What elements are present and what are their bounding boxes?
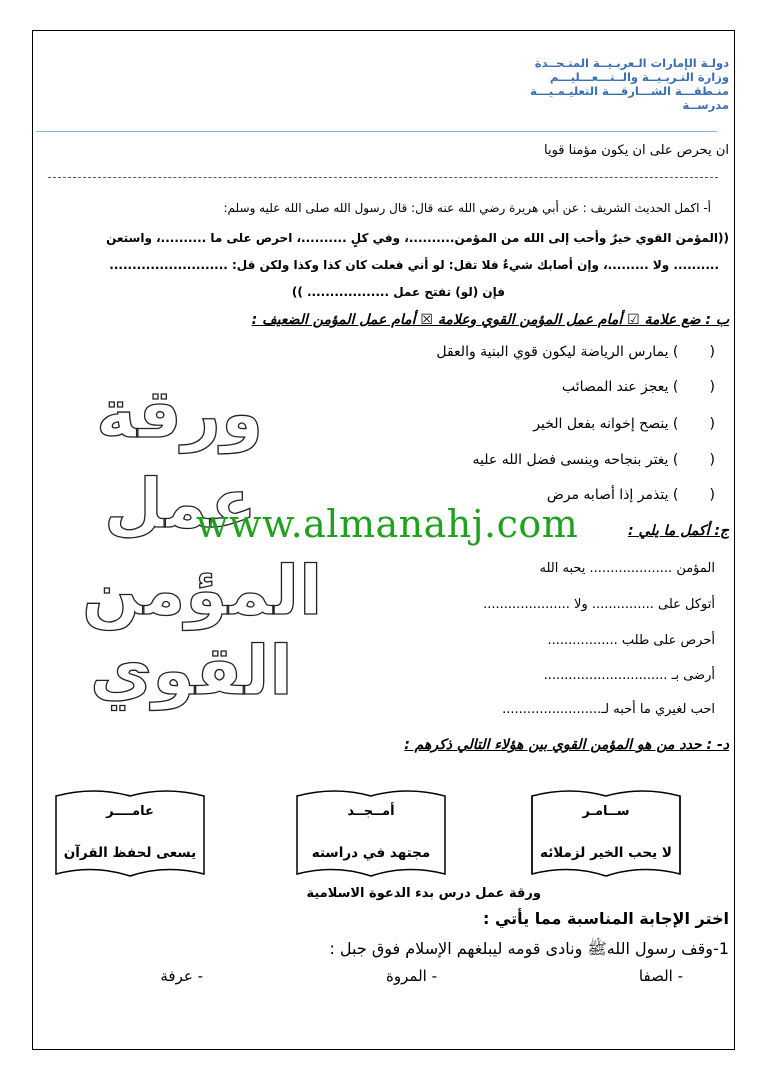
title-art-word-1: ورقة	[96, 375, 264, 454]
checkbox-item-3: ( ) ينصح إخوانه بفعل الخير	[533, 416, 715, 432]
complete-item-3: أحرص على طلب .................	[547, 633, 715, 648]
scroll-shape-icon	[50, 788, 210, 886]
person-name: عامــــر	[106, 804, 154, 819]
checkbox-item-2: ( ) يعجز عند المصائب	[561, 379, 715, 395]
hadith-line-1: ((المؤمن القوي خيرٌ وأحب إلى الله من المؤمن..........، وفي كلٍ ..........، احرص على ما ..........، واستعن	[106, 231, 729, 245]
lesson-objective: ان يحرص على ان يكون مؤمنا قويا	[543, 143, 729, 158]
title-art-word-4: القوي	[90, 632, 293, 711]
complete-item-4: أرضى بـ ..............................	[543, 668, 715, 683]
person-card-amer	[50, 788, 210, 886]
complete-item-2: أتوكل على ............... ولا .....................	[483, 597, 715, 612]
item-label: يغتر بنجاحه وينسى فضل الله عليه	[472, 452, 669, 468]
person-description: لا يحب الخير لزملائه	[540, 845, 672, 861]
second-sheet-title: ورقة عمل درس بدء الدعوة الاسلامية	[306, 886, 541, 901]
option-safa: - الصفا	[638, 967, 683, 985]
header-zone: منـطقـــة الشـــارقـــة التعليـمـيـــة	[530, 84, 729, 98]
person-description: يسعى لحفظ القرآن	[63, 845, 197, 861]
hadith-line-2: .......... ولا .........، وإن أصابك شيءٌ فلا تقل: لو أني فعلت كان كذا وكذا ولكن قل: ..........................	[109, 258, 719, 272]
section-d-heading: د- : حدد من هو المؤمن القوي بين هؤلاء التالي ذكرهم :	[404, 737, 729, 753]
person-description: مجتهد في دراسته	[311, 845, 431, 861]
checkbox-item-1: ( ) يمارس الرياضة ليكون قوي البنية والعقل	[436, 344, 715, 360]
dashed-divider	[48, 177, 718, 178]
header-country: دولـة الإمارات الـعربـيــة المتـحــدة	[534, 56, 729, 70]
section-a-instruction: أ- اكمل الحديث الشريف : عن أبي هريرة رضي الله عنه قال: قال رسول الله صلى الله عليه وسلم:	[223, 201, 711, 215]
title-art-word-2: عمل	[104, 465, 257, 544]
section-b-heading: ب : ضع علامة ☑ أمام عمل المؤمن القوي وعلامة ☒ أمام عمل المؤمن الضعيف :	[251, 312, 729, 328]
second-sheet-instruction: اختر الإجابة المناسبة مما يأتي :	[483, 909, 729, 928]
checkbox-item-4: ( ) يغتر بنجاحه وينسى فضل الله عليه	[472, 452, 715, 468]
complete-item-5: احب لغيري ما أحبه لـ........................	[502, 702, 715, 717]
section-c-heading: ج: أكمل ما يلي :	[628, 523, 729, 539]
item-label: يعجز عند المصائب	[561, 379, 669, 395]
person-card-samer	[526, 788, 686, 886]
header-divider	[36, 131, 717, 132]
person-name: ســامـر	[582, 804, 630, 819]
option-arafa: - عرفة	[160, 967, 203, 985]
item-label: ينصح إخوانه بفعل الخير	[533, 416, 669, 432]
title-art-word-3: المؤمن	[82, 552, 323, 631]
option-marwa: - المروة	[386, 967, 437, 985]
item-label: يتذمر إذا أصابه مرض	[546, 487, 669, 503]
person-name: أمــجــد	[347, 804, 395, 819]
header-school: مدرســة	[682, 98, 729, 112]
checkbox-item-5: ( ) يتذمر إذا أصابه مرض	[546, 487, 715, 503]
watermark-text: www.almanahj.com	[196, 502, 579, 546]
complete-item-1: المؤمن .................... يحبه الله	[539, 561, 715, 576]
header-ministry: وزارة التـربـيــة والــتـــعـــليـــم	[549, 70, 729, 84]
scroll-shape-icon	[291, 788, 451, 886]
question-1: 1-وقف رسول اللهﷺ ونادى قومه ليبلغهم الإسلام فوق جبل :	[329, 939, 729, 958]
hadith-line-3: فإن (لو) تفتح عمل .................. ))	[291, 285, 505, 299]
item-label: يمارس الرياضة ليكون قوي البنية والعقل	[436, 344, 669, 360]
person-card-amjad	[291, 788, 451, 886]
scroll-shape-icon	[526, 788, 686, 886]
